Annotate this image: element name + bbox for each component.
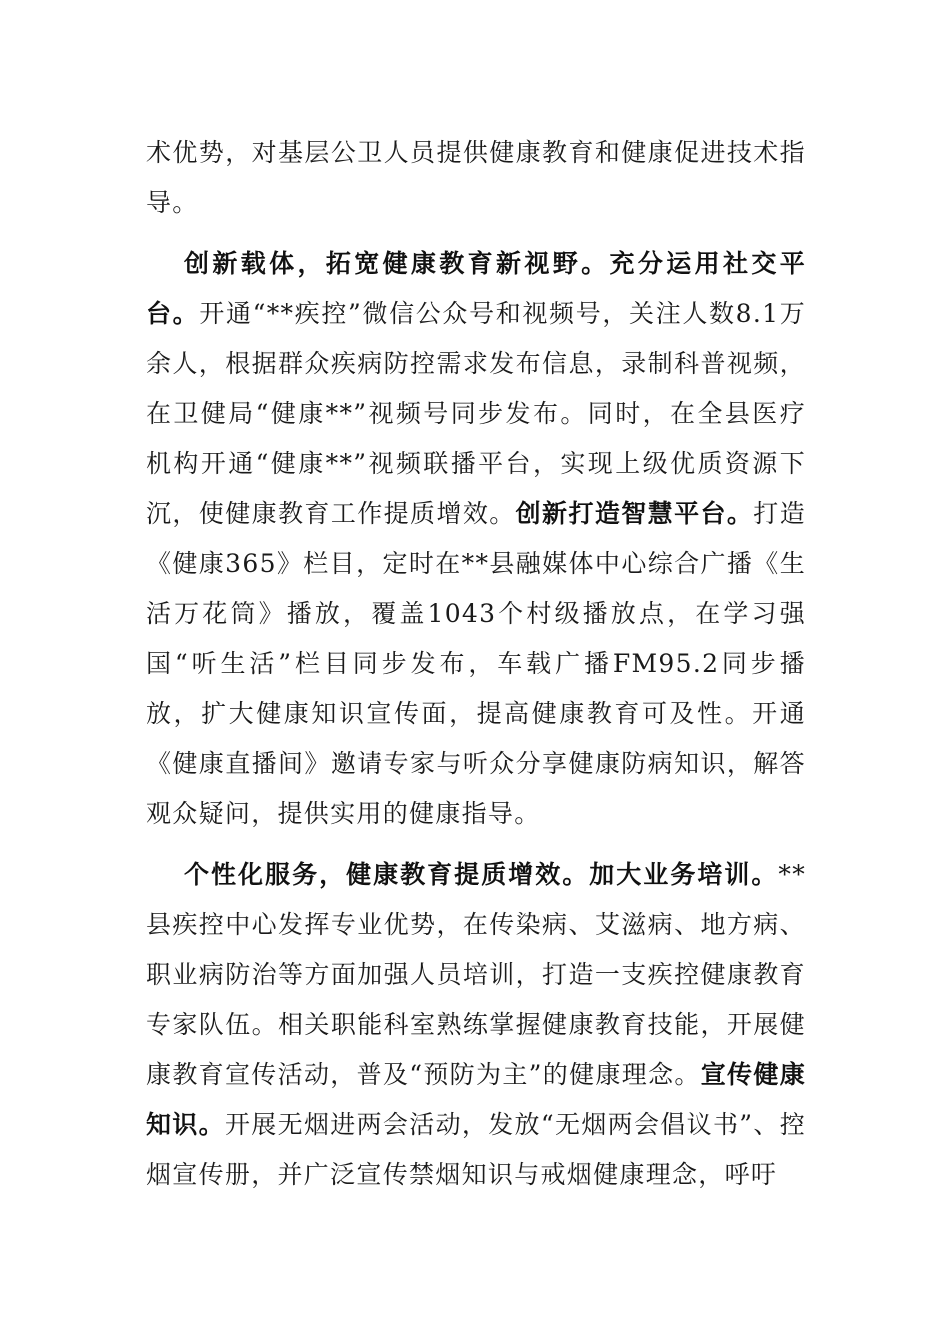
section-heading: 创新载体，拓宽健康教育新视野。充分运用社交平台。 (146, 249, 806, 328)
paragraph-personalized-service (146, 850, 806, 1200)
paragraph-text: 开展无烟进两会活动，发放“无烟两会倡议书”、控烟宣传册，并广泛宣传禁烟知识与戒烟健康理念，呼吁 (146, 1110, 806, 1189)
paragraph-innovative-carrier (146, 239, 806, 839)
paragraph-text: 开通“**疾控”微信公众号和视频号，关注人数8.1万余人，根据群众疾病防控需求发布信息，录制科普视频，在卫健局“健康**”视频号同步发布。同时，在全县医疗机构开通“健康**”视频联播平台，实现上级优质资源下沉，使健康教育工作提质增效。 (146, 299, 806, 528)
document-body (146, 128, 806, 1200)
section-heading: 个性化服务，健康教育提质增效。加大业务培训。 (184, 860, 779, 889)
paragraph-text: 术优势，对基层公卫人员提供健康教育和健康促进技术指导。 (146, 138, 806, 217)
paragraph-continuation (146, 128, 806, 228)
paragraph-text: 打造《健康365》栏目，定时在**县融媒体中心综合广播《生活万花筒》播放，覆盖1043个村级播放点，在学习强国“听生活”栏目同步发布，车载广播FM95.2同步播放，扩大健康知识宣传面，提高健康教育可及性。开通《健康直播间》邀请专家与听众分享健康防病知识，解答观众疑问，提供实用的健康指导。 (146, 499, 807, 828)
paragraph-text: **县疾控中心发挥专业优势，在传染病、艾滋病、地方病、职业病防治等方面加强人员培训，打造一支疾控健康教育专家队伍。相关职能科室熟练掌握健康教育技能，开展健康教育宣传活动，普及“预防为主”的健康理念。 (146, 860, 806, 1089)
subsection-heading: 宣传健康知识。 (146, 1060, 806, 1139)
subsection-heading: 创新打造智慧平台。 (515, 499, 754, 528)
